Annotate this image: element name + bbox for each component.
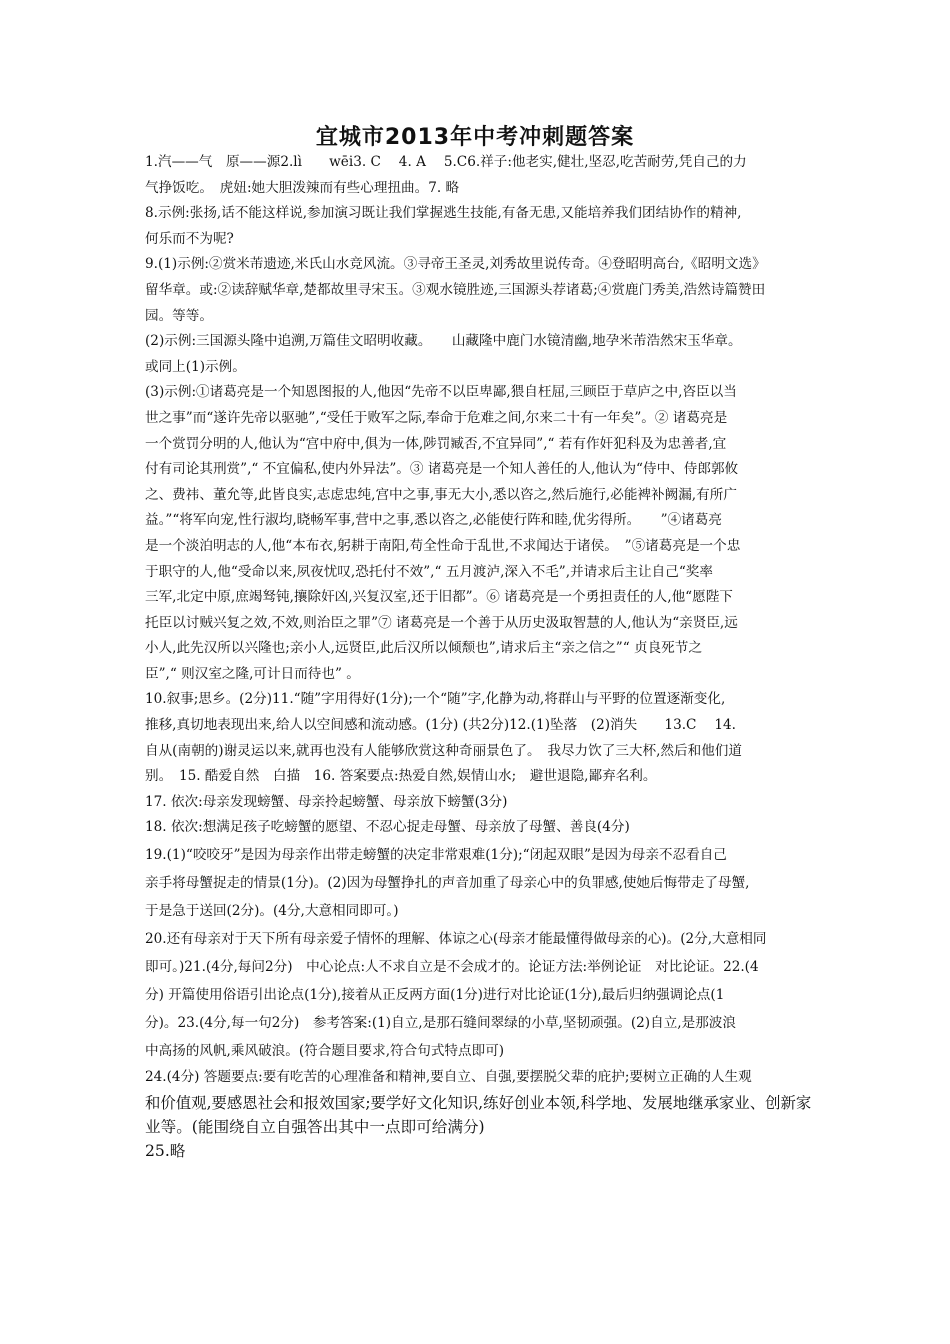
text-line: 24.(4分) 答题要点:要有吃苦的心理准备和精神,要自立、自强,要摆脱父辈的庇护;要树立正确的人生观 xyxy=(145,1069,752,1086)
text-line: 自从(南朝的)谢灵运以来,就再也没有人能够欣赏这种奇丽景色了。 我尽力饮了三大杯,然后和他们道 xyxy=(145,742,742,759)
text-line: 世之事”而“遂许先帝以驱驰”,“受任于败军之际,奉命于危难之间,尔来二十有一年矣”。② 诸葛亮是 xyxy=(145,409,728,426)
text-line: 25.略 xyxy=(145,1141,186,1160)
text-line: 分)。23.(4分,每一句2分) 参考答案:(1)自立,是那石缝间翠绿的小草,坚韧顽强。(2)自立,是那波浪 xyxy=(145,1015,736,1032)
text-line: 何乐而不为呢? xyxy=(145,230,234,247)
text-line: (3)示例:①诸葛亮是一个知恩图报的人,他因“先帝不以臣卑鄙,猥自枉屈,三顾臣于草庐之中,咨臣以当 xyxy=(145,384,737,401)
text-line: 分) 开篇使用俗语引出论点(1分),接着从正反两方面(1分)进行对比论证(1分),最后归纳强调论点(1 xyxy=(145,987,725,1004)
text-line: 益。”“将军向宠,性行淑均,晓畅军事,营中之事,悉以咨之,必能使行阵和睦,优劣得所。 ”④诸葛亮 xyxy=(145,512,722,529)
text-line: 20.还有母亲对于天下所有母亲爱子情怀的理解、体谅之心(母亲才能最懂得做母亲的心)。(2分,大意相同 xyxy=(145,931,767,948)
text-line: 推移,真切地表现出来,给人以空间感和流动感。(1分) (共2分)12.(1)坠落 (2)消失 13.C 14. xyxy=(145,717,736,734)
text-line: 亲手将母蟹捉走的情景(1分)。(2)因为母蟹挣扎的声音加重了母亲心中的负罪感,使她后悔带走了母蟹, xyxy=(145,875,750,892)
text-line: 19.(1)“咬咬牙”是因为母亲作出带走螃蟹的决定非常艰难(1分);“闭起双眼”是因为母亲不忍看自己 xyxy=(145,847,727,864)
text-line: 留华章。或:②读辞赋华章,楚都故里寻宋玉。③观水镜胜迹,三国源头荐诸葛;④赏鹿门秀美,浩然诗篇赞田 xyxy=(145,281,766,298)
text-line: 别。 15. 酷爱自然 白描 16. 答案要点:热爱自然,娱情山水; 避世退隐,鄙弃名利。 xyxy=(145,768,657,785)
text-line: 一个赏罚分明的人,他认为“宫中府中,俱为一体,陟罚臧否,不宜异同”,“ 若有作奸犯科及为忠善者,宜 xyxy=(145,435,727,452)
text-line: 即可。)21.(4分,每问2分) 中心论点:人不求自立是不会成才的。论证方法:举例论证 对比论证。22.(4 xyxy=(145,959,759,976)
text-line: 17. 依次:母亲发现螃蟹、母亲拎起螃蟹、母亲放下螃蟹(3分) xyxy=(145,793,508,810)
text-line: 气挣饭吃。 虎妞:她大胆泼辣而有些心理扭曲。7. 略 xyxy=(145,179,460,196)
text-line: 小人,此先汉所以兴隆也;亲小人,远贤臣,此后汉所以倾颓也”,请求后主“亲之信之”“ 贞良死节之 xyxy=(145,640,702,657)
text-line: 托臣以讨贼兴复之效,不效,则治臣之罪”⑦ 诸葛亮是一个善于从历史汲取智慧的人,他认为“亲贤臣,远 xyxy=(145,614,738,631)
text-line: 18. 依次:想满足孩子吃螃蟹的愿望、不忍心捉走母蟹、母亲放了母蟹、善良(4分) xyxy=(145,819,630,836)
text-line: 付有司论其刑赏”,“ 不宜偏私,使内外异法”。③ 诸葛亮是一个知人善任的人,他认为“侍中、侍郎郭攸 xyxy=(145,461,739,478)
text-line: 1.汽——气 原——源2.lì wēi3. C 4. A 5.C6.祥子:他老实,健壮,坚忍,吃苦耐劳,凭自己的力 xyxy=(145,154,747,170)
text-line: 臣”,“ 则汉室之隆,可计日而待也” 。 xyxy=(145,665,360,682)
text-line: 或同上(1)示例。 xyxy=(145,358,246,375)
text-line: 是一个淡泊明志的人,他“本布衣,躬耕于南阳,苟全性命于乱世,不求闻达于诸侯。 ”⑤诸葛亮是一个忠 xyxy=(145,537,741,554)
text-line: 9.(1)示例:②赏米芾遗迹,米氏山水竞风流。③寻帝王圣灵,刘秀故里说传奇。④登昭明高台,《昭明文选》 xyxy=(145,256,766,273)
text-line: 三军,北定中原,庶竭驽钝,攘除奸凶,兴复汉室,还于旧都”。⑥ 诸葛亮是一个勇担责任的人,他“愿陛下 xyxy=(145,589,733,606)
text-line: 10.叙事;思乡。(2分)11.“随”字用得好(1分);一个“随”字,化静为动,将群山与平野的位置逐渐变化, xyxy=(145,691,726,708)
text-line: 之、费祎、董允等,此皆良实,志虑忠纯,宫中之事,事无大小,悉以咨之,然后施行,必能裨补阙漏,有所广 xyxy=(145,486,737,503)
text-line: 于职守的人,他“受命以来,夙夜忧叹,恐托付不效”,“ 五月渡泸,深入不毛”,并请求后主让自己“奖率 xyxy=(145,563,713,580)
text-line: 8.示例:张扬,话不能这样说,参加演习既让我们掌握逃生技能,有备无患,又能培养我们团结协作的精神, xyxy=(145,205,742,222)
document-title: 宜城市2013年中考冲刺题答案 xyxy=(315,125,635,150)
text-line: 园。等等。 xyxy=(145,307,213,324)
answer-body xyxy=(145,150,813,1163)
text-line: 和价值观,要感恩社会和报效国家;要学好文化知识,练好创业本领,科学地、发展地继承家业、创新家 xyxy=(145,1093,812,1112)
text-line: 业等。(能围绕自立自强答出其中一点即可给满分) xyxy=(145,1117,485,1136)
text-line: 中高扬的风帆,乘风破浪。(符合题目要求,符合句式特点即可) xyxy=(145,1043,505,1060)
text-line: 于是急于送回(2分)。(4分,大意相同即可。) xyxy=(145,903,399,920)
text-line: (2)示例:三国源头隆中追溯,万篇佳文昭明收藏。 山藏隆中鹿门水镜清幽,地孕米芾浩然宋玉华章。 xyxy=(145,333,742,350)
